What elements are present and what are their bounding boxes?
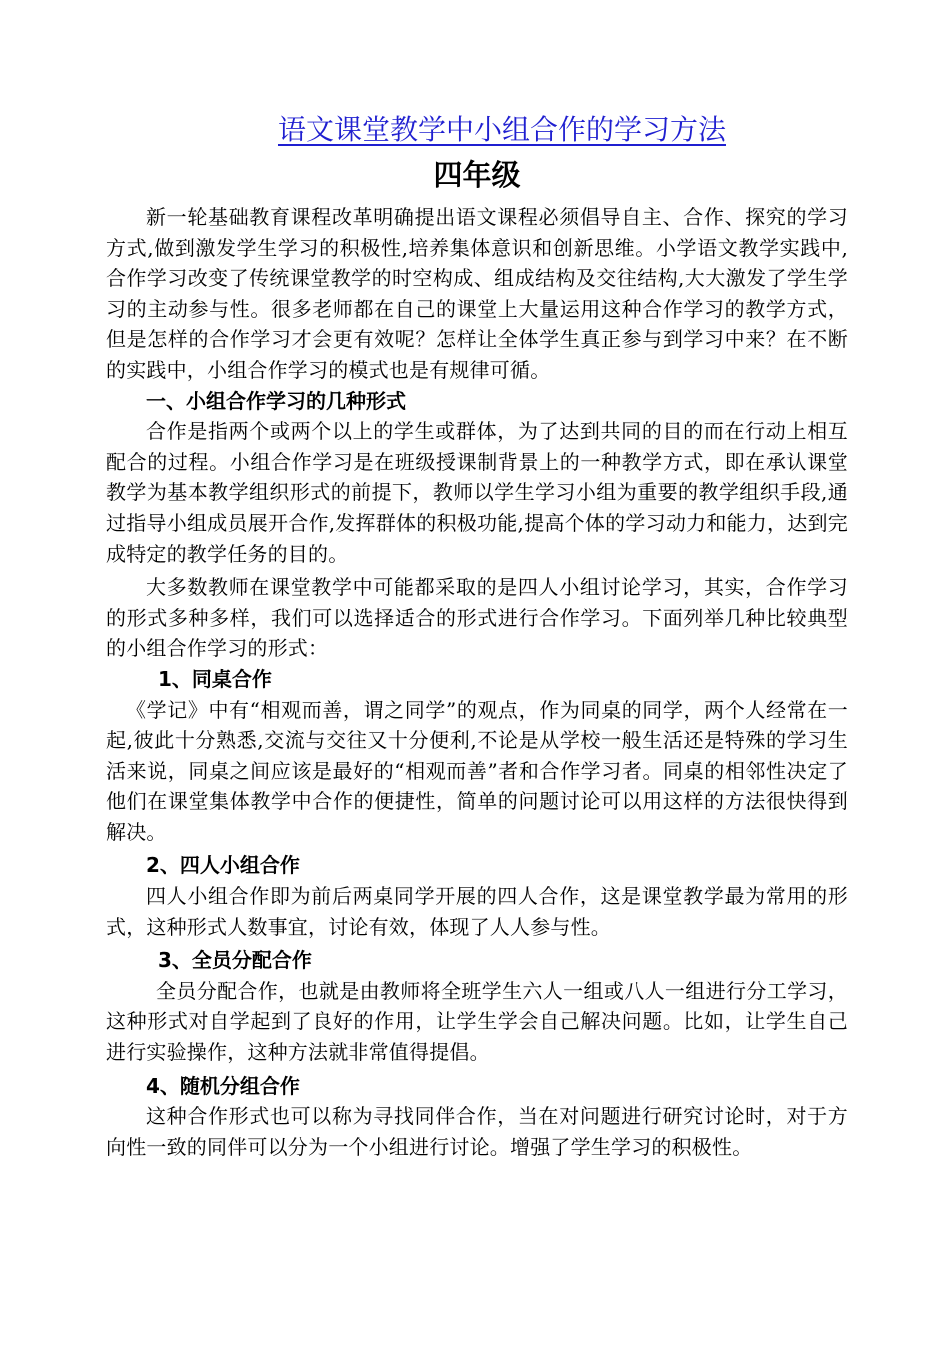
- paragraph-random-group: 这种合作形式也可以称为寻找同伴合作，当在对问题进行研究讨论时，对于方向性一致的同伴可以分为一个小组进行讨论。增强了学生学习的积极性。: [106, 1104, 848, 1159]
- paragraph-desk-mate: 《学记》中有“相观而善，谓之同学”的观点，作为同桌的同学，两个人经常在一起,彼此十分熟悉,交流与交往又十分便利,不论是从学校一般生活还是特殊的学习生活来说，同桌之间应该是最好的“相观而善”者和合作学习者。同桌的相邻性决定了他们在课堂集体教学中合作的便捷性，简单的问题讨论可以用这样的方法很快得到解决。: [106, 697, 848, 844]
- document-page: [106, 108, 848, 1162]
- section-heading-forms: 一、小组合作学习的几种形式: [146, 388, 406, 413]
- grade-heading: 四年级: [433, 158, 521, 192]
- subheading-whole-class: 3、全员分配合作: [158, 948, 312, 973]
- subheading-desk-mate: 1、同桌合作: [158, 666, 272, 691]
- subheading-random-group: 4、随机分组合作: [146, 1073, 300, 1098]
- section-paragraph-definition: 合作是指两个或两个以上的学生或群体，为了达到共同的目的而在行动上相互配合的过程。小组合作学习是在班级授课制背景上的一种教学方式，即在承认课堂教学为基本教学组织形式的前提下，教师以学生学习小组为重要的教学组织手段,通过指导小组成员展开合作,发挥群体的积极功能,提高个体的学习动力和能力，达到完成特定的教学任务的目的。: [106, 419, 848, 566]
- subheading-four-person: 2、四人小组合作: [146, 853, 300, 878]
- section-paragraph-overview: 大多数教师在课堂教学中可能都采取的是四人小组讨论学习，其实，合作学习的形式多种多样，我们可以选择适合的形式进行合作学习。下面列举几种比较典型的小组合作学习的形式：: [106, 575, 848, 661]
- intro-paragraph: 新一轮基础教育课程改革明确提出语文课程必须倡导自主、合作、探究的学习方式,做到激发学生学习的积极性,培养集体意识和创新思维。小学语文教学实践中,合作学习改变了传统课堂教学的时空构成、组成结构及交往结构,大大激发了学生学习的主动参与性。很多老师都在自己的课堂上大量运用这种合作学习的教学方式，但是怎样的合作学习才会更有效呢？怎样让全体学生真正参与到学习中来？在不断的实践中，小组合作学习的模式也是有规律可循。: [106, 205, 848, 382]
- paragraph-four-person: 四人小组合作即为前后两桌同学开展的四人合作，这是课堂教学最为常用的形式，这种形式人数事宜，讨论有效，体现了人人参与性。: [106, 884, 848, 939]
- paragraph-whole-class: 全员分配合作，也就是由教师将全班学生六人一组或八人一组进行分工学习，这种形式对自学起到了良好的作用，让学生学会自己解决问题。比如，让学生自己进行实验操作，这种方法就非常值得提倡。: [106, 978, 848, 1065]
- document-title[interactable]: 语文课堂教学中小组合作的学习方法: [277, 113, 726, 146]
